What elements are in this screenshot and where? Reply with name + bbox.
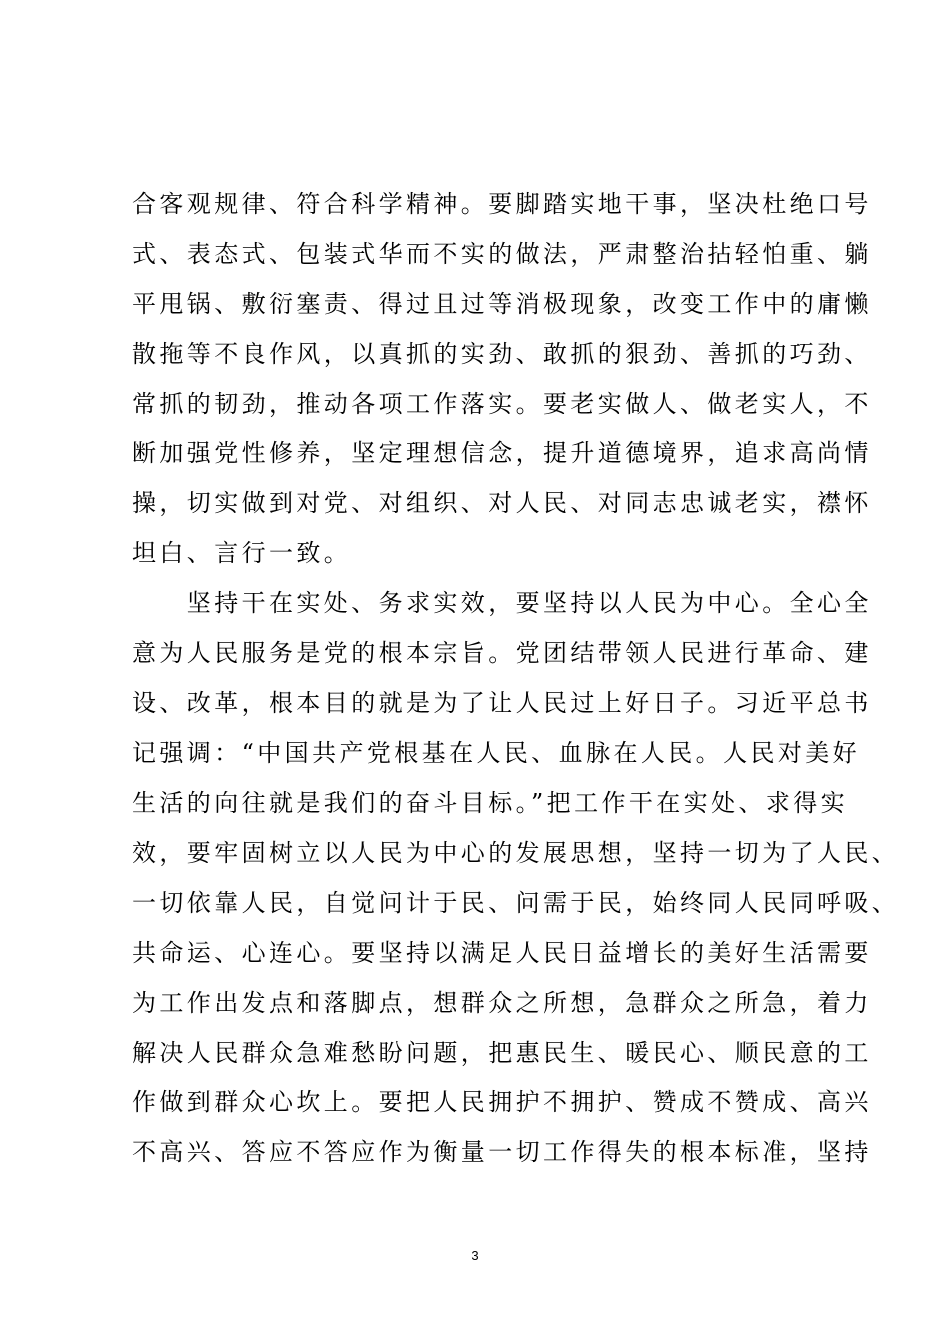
text-line: 意为人民服务是党的根本宗旨。党团结带领人民进行革命、建 xyxy=(132,639,872,667)
text-line: 平甩锅、敷衍塞责、得过且过等消极现象，改变工作中的庸懒 xyxy=(132,290,872,318)
text-line: 断加强党性修养，坚定理想信念，提升道德境界，追求高尚情 xyxy=(132,439,872,467)
text-line: 作做到群众心坎上。要把人民拥护不拥护、赞成不赞成、高兴 xyxy=(132,1088,872,1116)
text-line: 生活的向往就是我们的奋斗目标。”把工作干在实处、求得实 xyxy=(132,789,849,817)
text-line: 坚持干在实处、务求实效，要坚持以人民为中心。全心全 xyxy=(132,589,872,617)
text-line: 共命运、心连心。要坚持以满足人民日益增长的美好生活需要 xyxy=(132,939,872,967)
text-line: 操，切实做到对党、对组织、对人民、对同志忠诚老实，襟怀 xyxy=(132,489,872,517)
text-line: 记强调：“中国共产党根基在人民、血脉在人民。人民对美好 xyxy=(132,739,861,767)
text-line: 散拖等不良作风，以真抓的实劲、敢抓的狠劲、善抓的巧劲、 xyxy=(132,340,872,368)
text-line: 设、改革，根本目的就是为了让人民过上好日子。习近平总书 xyxy=(132,689,872,717)
text-line: 常抓的韧劲，推动各项工作落实。要老实做人、做老实人，不 xyxy=(132,390,872,418)
text-line: 为工作出发点和落脚点，想群众之所想，急群众之所急，着力 xyxy=(132,989,872,1017)
text-line: 合客观规律、符合科学精神。要脚踏实地干事，坚决杜绝口号 xyxy=(132,190,872,218)
text-line: 效，要牢固树立以人民为中心的发展思想，坚持一切为了人民、 xyxy=(132,839,900,867)
text-line: 式、表态式、包装式华而不实的做法，严肃整治拈轻怕重、躺 xyxy=(132,240,872,268)
text-line: 坦白、言行一致。 xyxy=(132,539,352,567)
text-line: 解决人民群众急难愁盼问题，把惠民生、暖民心、顺民意的工 xyxy=(132,1039,872,1067)
page-number: 3 xyxy=(471,1248,479,1263)
text-line: 不高兴、答应不答应作为衡量一切工作得失的根本标准，坚持 xyxy=(132,1138,872,1166)
text-line: 一切依靠人民，自觉问计于民、问需于民，始终同人民同呼吸、 xyxy=(132,889,900,917)
